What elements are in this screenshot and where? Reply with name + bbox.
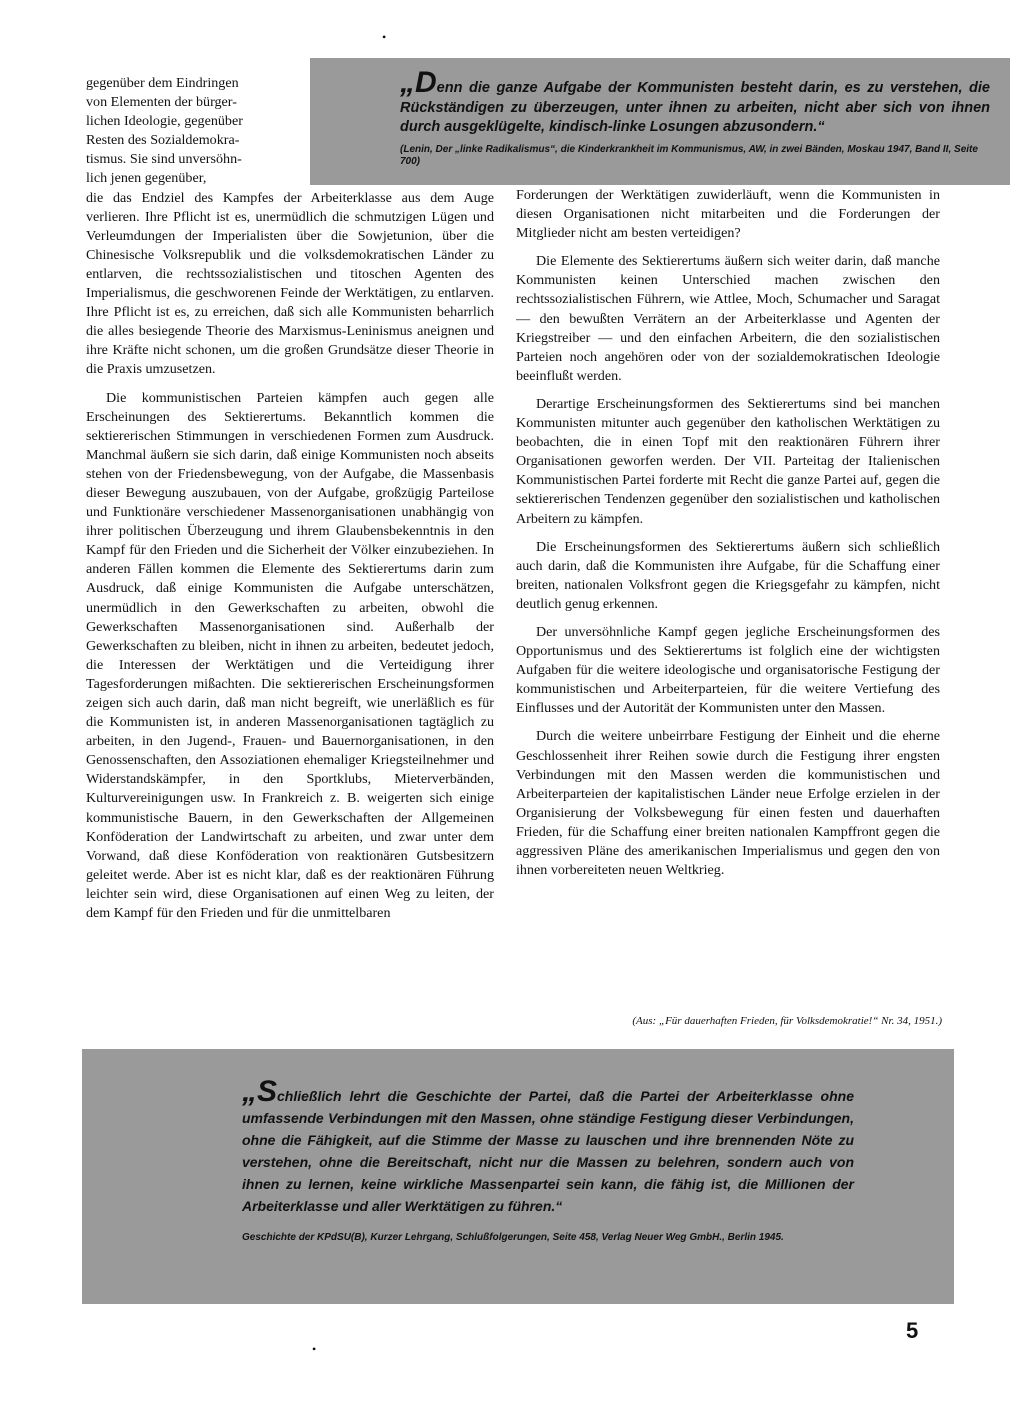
intro-line-2: von Elementen der bürger- [86,94,237,111]
right-para-1: Forderungen der Werktätigen zuwiderläuft, wenn die Kommunisten in diesen Organisationen nicht mitarbeiten und die Forderungen der Mitglieder nicht am besten verteidigen? [516,187,940,242]
intro-line-5: tismus. Sie sind unversöhn- [86,151,242,168]
right-para-6: Durch die weitere unbeirrbare Festigung der Einheit und die eherne Geschlossenheit ihrer Reihen sowie durch die Festigung ihrer engsten Verbindungen mit den Massen werden die kommunistischen und Arbeiterparteien der kapitalistischen Länder neue Erfolge erzielen in der Organisierung der Volksbewegung für einen festen und dauerhaften Frieden, für die Schaffung einer breiten nationalen Kampffront gegen die aggressiven Pläne des amerikanischen Imperialismus und gegen den von ihnen vorbereiteten neuen Weltkrieg. [516,728,940,879]
bottom-quote-body: chließlich lehrt die Geschichte der Partei, daß die Partei der Arbeiterklasse ohne umfassende Verbindungen mit den Massen, ohne ständige Festigung dieser Verbindungen, ohne die Fähigkeit, auf die Stimme der Masse zu lauschen und ihre brennenden Nöte zu verstehen, ohne die Bereitschaft, nicht nur die Massen zu belehren, sondern auch von ihnen zu lernen, keine wirkliche Massenpartei sein kann, die fähig ist, die Millionen der Arbeiterklasse und aller Werktätigen zu führen.“ [242,1088,854,1214]
print-dot-top: • [382,30,387,44]
bottom-quote-text [242,1077,854,1217]
top-quote-body: enn die ganze Aufgabe der Kommunisten besteht darin, es zu verstehen, die Rückständigen zu überzeugen, unter ihnen zu arbeiten, nicht aber sich von ihnen durch ausgeklügelte, kindisch-linke Losungen abzusondern.“ [400,80,990,135]
page-number: 5 [906,1318,919,1343]
right-column [516,186,940,1036]
left-para-1 [86,74,494,380]
right-para-2: Die Elemente des Sektierertums äußern sich weiter darin, daß manche Kommunisten keinen Unterschied machen zwischen den rechtssozialistischen Führern, wie Attlee, Moch, Schumacher und Saragat — den bewußten Verrätern an der Arbeiterklasse und Agenten der Kriegstreiber — und den einfachen Arbeitern, die den sozialistischen Parteien noch angehören oder von der sozialdemokratischen Ideologie beeinflußt werden. [516,253,940,384]
right-para-3: Derartige Erscheinungsformen des Sektierertums sind bei manchen Kommunisten mitunter auch gegenüber den katholischen Werktätigen zu beobachten, die in einen Topf mit den reaktionären Führern ihrer Organisationen geworfen werden. Der VII. Parteitag der Italienischen Kommunistischen Partei forderte mit Recht die ganze Partei auf, gegen die sektiererischen Tendenzen gegenüber den sozialistischen und katholischen Arbeitern zu kämpfen. [516,395,940,527]
right-para-5: Der unversöhnliche Kampf gegen jegliche Erscheinungsformen des Opportunismus und des Sektierertums ist folglich eine der wichtigsten Aufgaben für die weitere ideologische und organisatorische Festigung der kommunistischen und Arbeiterparteien, für die weitere Vertiefung des Einflusses und der Autorität der Kommunisten unter den Massen. [516,623,940,717]
intro-line-3: lichen Ideologie, gegenüber [86,113,243,130]
left-para-1-rest: die das Endziel des Kampfes der Arbeiterklasse aus dem Auge verlieren. Ihre Pflicht ist es, unermüdlich die schmutzigen Lügen und Verleumdungen der Imperialisten über die Sowjetunion, über die Chinesische Volksrepublik und die volksdemokratischen Länder zu entlarven, die rechtssozialistischen und titoschen Agenten des Imperialismus, die geschworenen Feinde der Werktätigen, zu entlarven. Ihre Pflicht ist es, zu erreichen, daß sich alle Kommunisten beharrlich die alles besiegende Theorie des Marxismus-Leninismus aneignen und ihre Kräfte nicht schonen, um die großen Grundsätze dieser Theorie in die Praxis umzusetzen. [86,189,494,378]
bottom-quote-dropcap: „S [242,1075,278,1108]
top-quote-source: (Lenin, Der „linke Radikalismus“, die Kinderkrankheit im Kommunismus, AW, in zwei Bänden, Moskau 1947, Band II, Seite 700) [400,143,978,167]
print-dot-bottom: • [312,1342,317,1356]
intro-line-1: gegenüber dem Eindringen [86,75,239,91]
right-para-4: Die Erscheinungsformen des Sektierertums äußern sich schließlich auch darin, daß die Kommunisten ihre Aufgabe, für die Schaffung einer breiten, nationalen Volksfront gegen die Kriegsgefahr zu kämpfen, nicht deutlich genug erkennen. [516,538,940,612]
article-source: (Aus: „Für dauerhaften Frieden, für Volksdemokratie!“ Nr. 34, 1951.) [632,1015,942,1027]
left-column [86,74,494,1024]
bottom-quote-box [82,1049,954,1304]
top-quote-dropcap: „D [400,66,437,99]
bottom-quote-source: Geschichte der KPdSU(B), Kurzer Lehrgang, Schlußfolgerungen, Seite 458, Verlag Neuer Weg GmbH., Berlin 1945. [242,1232,784,1243]
left-para-2: Die kommunistischen Parteien kämpfen auch gegen alle Erscheinungen des Sektierertums. Bekanntlich kommen die sektiererischen Stimmungen in verschiedenen Formen zum Ausdruck. Manchmal äußern sie sich darin, daß einige Kommunisten noch abseits stehen von der Friedensbewegung, von der Aufgabe, die Massenbasis dieser Bewegung auszubauen, von der Aufgabe, großzügig Parteilose und Funktionäre verschiedener Massenorganisationen unabhängig von ihrer politischen Überzeugung und ihrem Glaubensbekenntnis in den Kampf für den Frieden und die Sicherheit der Völker einzubeziehen. In anderen Fällen kommen die Elemente des Sektierertums darin zum Ausdruck, daß einige Kommunisten die Aufgabe unterschätzen, unermüdlich in den Gewerkschaften zu arbeiten, obwohl die Gewerkschaften Massenorganisationen sind. Außerhalb der Gewerkschaften zu bleiben, nicht in ihnen zu arbeiten, bedeutet jedoch, die Interessen der Werktätigen und die Verteidigung ihrer Tagesforderungen mißachten. Die sektiererischen Erscheinungsformen zeigen sich auch darin, daß man nicht begreift, wie unerläßlich es für die Kommunisten ist, in anderen Massenorganisationen tagtäglich zu arbeiten, in den Jugend-, Frauen- und Bauernorganisationen, in den Genossenschaften, den Assoziationen ehemaliger Kriegsteilnehmer und Widerstandskämpfer, in den Sportklubs, Mieterverbänden, Kulturvereinigungen usw. In Frankreich z. B. weigerten sich einige kommunistische Bauern, in den Gewerkschaften der Allgemeinen Konföderation der Landwirtschaft zu arbeiten, und zwar unter dem Vorwand, daß diese Konföderation von reaktionären Gutsbesitzern geleitet werde. Aber ist es nicht klar, daß es der reaktionären Führung leichter sein wird, diese Organisationen auf einen Weg zu leiten, der dem Kampf für den Frieden und für die unmittelbaren [86,389,494,922]
intro-line-6: lich jenen gegenüber, [86,170,207,187]
intro-line-4: Resten des Sozialdemokra- [86,132,240,149]
